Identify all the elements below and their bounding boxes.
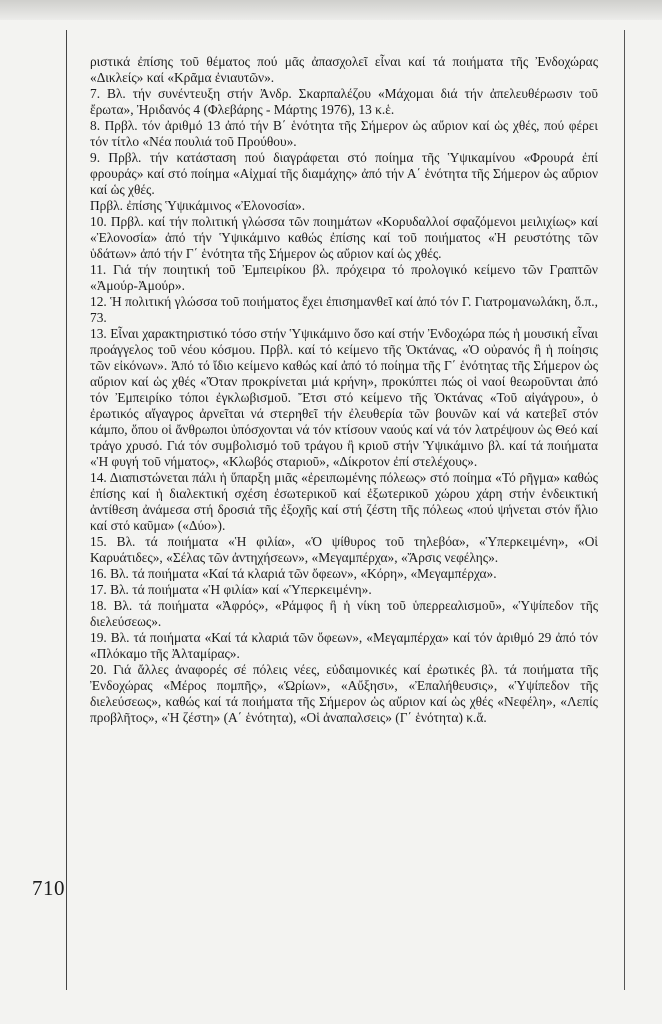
note-8: 8. Πρβλ. τόν ἀριθμό 13 ἀπό τήν Β΄ ἑνότητα τῆς Σήμερον ὡς αὔριον καί ὡς χθές, πού φέρει τόν τίτλο «Νέα πουλιά τοῦ Προύθου». bbox=[90, 118, 598, 149]
note-9: 9. Πρβλ. τήν κατάσταση πού διαγράφεται στό ποίημα τῆς Ὑψικαμίνου «Φρουρά ἐπί φρουράς» καί στό ποίημα «Αἰχμαί τῆς διαμάχης» ἀπό τήν Α΄ ἑνότητα τῆς Σήμερον ὡς αὔριον καί ὡς χθές. bbox=[90, 150, 598, 197]
note-12: 12. Ἡ πολιτική γλώσσα τοῦ ποιήματος ἔχει ἐπισημανθεῖ καί ἀπό τόν Γ. Γιατρομανωλάκη, ὅ.π., 73. bbox=[90, 294, 598, 325]
note-18: 18. Βλ. τά ποιήματα «Ἀφρός», «Ράμφος ἢ ἡ νίκη τοῦ ὑπερρεαλισμοῦ», «Ὑψίπεδον τῆς διελεύσεως». bbox=[90, 598, 598, 629]
note-7: 7. Βλ. τήν συνέντευξη στήν Ἀνδρ. Σκαρπαλέζου «Μάχομαι διά τήν ἀπελευθέρωσιν τοῦ ἔρωτα», Ἠριδανός 4 (Φλεβάρης - Μάρτης 1976), 13 κ.ἑ. bbox=[90, 86, 598, 117]
page-number: 710 bbox=[32, 876, 65, 900]
note-continuation: ριστικά ἐπίσης τοῦ θέματος πού μᾶς ἀπασχολεῖ εἶναι καί τά ποιήματα τῆς Ἐνδοχώρας «Δικλείς» καί «Κρᾶμα ἐνιαυτῶν». bbox=[90, 54, 598, 85]
note-14: 14. Διαπιστώνεται πάλι ἡ ὕπαρξη μιᾶς «ἐρειπωμένης πόλεως» στό ποίημα «Τό ρῆγμα» καθώς ἐπίσης καί ἡ διαλεκτική σχέση ἐσωτερικοῦ καί ἐξωτερικοῦ χώρου χάρη στήν ἐνδεικτική ἀντίθεση ἀνάμεσα στή δροσιά τῆς ἐξοχῆς καί στή ζέστη τῆς πόλεως «πού ψήνεται στόν ἥλιο καί στό καῦμα» («Δύο»). bbox=[90, 470, 598, 533]
note-19: 19. Βλ. τά ποιήματα «Καί τά κλαριά τῶν ὄφεων», «Μεγαμπέρχα» καί τόν ἀριθμό 29 ἀπό τόν «Πλόκαμο τῆς Ἀλταμίρας». bbox=[90, 630, 598, 661]
note-16: 16. Βλ. τά ποιήματα «Καί τά κλαριά τῶν ὄφεων», «Κόρη», «Μεγαμπέρχα». bbox=[90, 566, 497, 581]
note-17: 17. Βλ. τά ποιήματα «Ἡ φιλία» καί «Ὑπερκειμένη». bbox=[90, 582, 372, 597]
left-margin-rule bbox=[66, 30, 67, 990]
right-margin-rule bbox=[624, 30, 625, 990]
note-9-addendum: Πρβλ. ἐπίσης Ὑψικάμινος «Ἐλονοσία». bbox=[90, 198, 306, 213]
scan-top-edge bbox=[0, 0, 662, 20]
note-15: 15. Βλ. τά ποιήματα «Ἡ φιλία», «Ὁ ψίθυρος τοῦ τηλεβόα», «Ὑπερκειμένη», «Οἱ Καρυάτιδες», «Σέλας τῶν ἀντηχήσεων», «Μεγαμπέρχα», «Ἄρσις νεφέλης». bbox=[90, 534, 598, 565]
note-13: 13. Εἶναι χαρακτηριστικό τόσο στήν Ὑψικάμινο ὅσο καί στήν Ἐνδοχώρα πώς ἡ μουσική εἶναι προάγγελος τοῦ νέου κόσμου. Πρβλ. καί τό κείμενο τῆς Ὀκτάνας, «Ὁ οὐρανός ἢ ἡ ποίησις τῶν εἰκόνων». Ἀπό τό ἴδιο κείμενο καθώς καί ἀπό τό ποίημα τῆς Γ΄ ἑνότητας τῆς Σήμερον ὡς αὔριον καί ὡς χθές «Ὅταν προκρίνεται μιά κρήνη», προκύπτει πώς οἱ ναοί θεωροῦνται ἀπό τόν Ἐμπειρίκο τόποι ἐγκλωβισμοῦ. Ἔτσι στό κείμενο τῆς Ὀκτάνας «Τοῦ αἰγάγρου», ὁ ἐρωτικός αἴγαγρος ἀρνεῖται νά στερηθεῖ τήν ἐλευθερία τῶν βουνῶν καί νά κατεβεῖ στόν κάμπο, ὅπου οἱ ἄνθρωποι ὑπόσχονται νά τόν κτίσουν ναούς καί νά τόν λατρέψουν ὡς Θεό καί τράγο χρυσό. Γιά τόν συμβολισμό τοῦ τράγου ἢ κριοῦ στήν Ὑψικάμινο βλ. καί τά ποιήματα «Ἡ φυγή τοῦ νήματος», «Κλωβός σταριοῦ», «Δίκροτον ἐπί στελέχους». bbox=[90, 326, 598, 469]
note-20: 20. Γιά ἄλλες ἀναφορές σέ πόλεις νέες, εὐδαιμονικές καί ἐρωτικές βλ. τά ποιήματα τῆς Ἐνδοχώρας «Μέρος πομπῆς», «Ὡρίων», «Αὔξησι», «Ἐπαλήθευσις», «Ὑψίπεδον τῆς διελεύσεως», καθώς καί τά ποιήματα τῆς Σήμερον ὡς αὔριον καί ὡς χθές «Νεφέλη», «Λεπίς προβλῆτος», «Ἡ ζέστη» (Α΄ ἑνότητα), «Οἱ ἀναπαλσεις» (Γ΄ ἑνότητα) κ.ἄ. bbox=[90, 662, 598, 725]
endnotes-block bbox=[90, 54, 598, 726]
note-10: 10. Πρβλ. καί τήν πολιτική γλώσσα τῶν ποιημάτων «Κορυδαλλοί σφαζόμενοι μειλιχίως» καί «Ἐλονοσία» ἀπό τήν Ὑψικάμινο καθώς ἐπίσης καί τοῦ ποιήματος «Ἡ ρευστότης τῶν ὑδάτων» ἀπό τήν Γ΄ ἑνότητα τῆς Σήμερον ὡς αὔριον καί ὡς χθές. bbox=[90, 214, 598, 261]
note-11: 11. Γιά τήν ποιητική τοῦ Ἐμπειρίκου βλ. πρόχειρα τό προλογικό κείμενο τῶν Γραπτῶν «Ἀμούρ-Ἀμούρ». bbox=[90, 262, 598, 293]
